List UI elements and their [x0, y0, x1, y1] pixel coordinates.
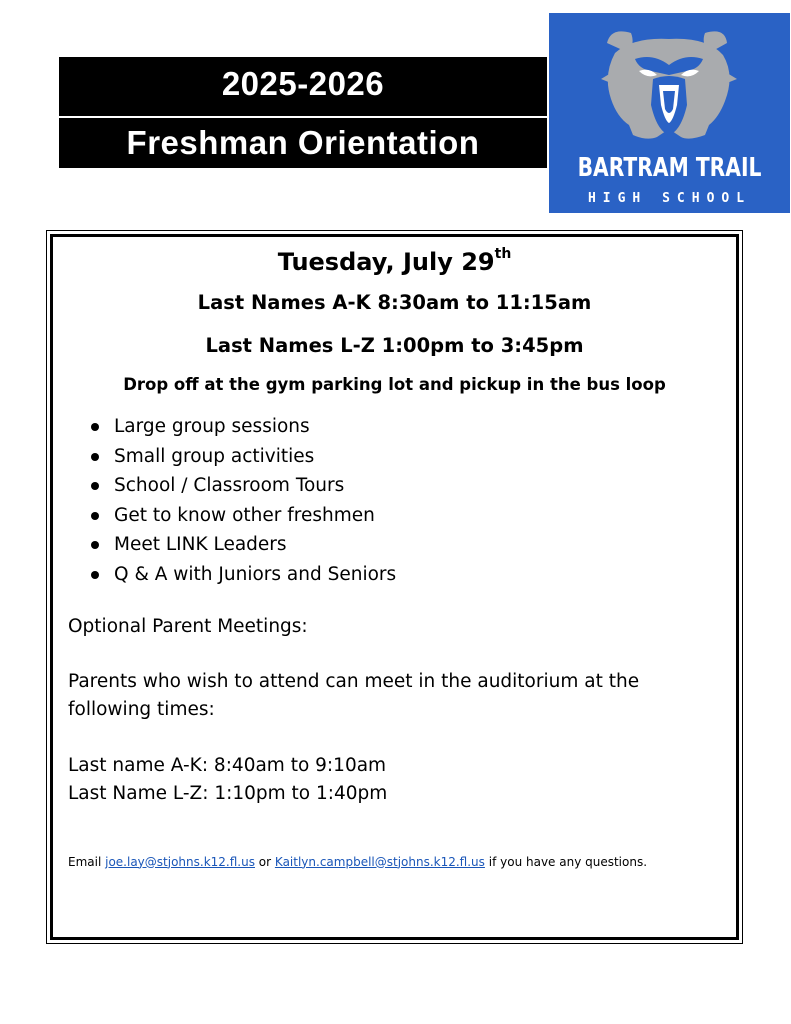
activity-label: Get to know other freshmen: [114, 504, 375, 526]
session-a-k: Last Names A-K 8:30am to 11:15am: [197, 291, 592, 314]
bullet-icon: [91, 423, 99, 431]
bullet-icon: [91, 541, 99, 549]
list-item: [91, 471, 721, 501]
event-date-suffix: th: [494, 246, 512, 262]
contact-joiner: or: [258, 854, 272, 869]
contact-line: [68, 855, 721, 869]
contact-suffix: if you have any questions.: [488, 854, 648, 869]
list-item: [91, 412, 721, 442]
list-item: [91, 442, 721, 472]
activity-label: Small group activities: [114, 445, 315, 467]
dropoff-note: Drop off at the gym parking lot and pickup in the bus loop: [123, 375, 666, 394]
list-item: [91, 530, 721, 560]
activity-label: School / Classroom Tours: [114, 475, 345, 497]
bullet-icon: [91, 453, 99, 461]
email-link-joe-lay[interactable]: joe.lay@stjohns.k12.fl.us: [105, 854, 255, 869]
parent-time-l-z: Last Name L-Z: 1:10pm to 1:40pm: [68, 782, 388, 804]
bullet-icon: [91, 482, 99, 490]
session-l-z: Last Names L-Z 1:00pm to 3:45pm: [205, 334, 584, 357]
school-logo: [549, 13, 790, 213]
list-item: [91, 560, 721, 590]
activity-list: [68, 412, 721, 590]
logo-school-subtitle: HIGH SCHOOL: [587, 191, 752, 206]
bullet-icon: [91, 571, 99, 579]
logo-school-name: BARTRAM TRAIL: [577, 153, 762, 183]
title-heading: Freshman Orientation: [59, 118, 547, 168]
activity-label: Meet LINK Leaders: [114, 534, 287, 556]
contact-prefix: Email: [68, 854, 102, 869]
event-date-text: Tuesday, July 29: [277, 248, 495, 276]
activity-label: Q & A with Juniors and Seniors: [114, 563, 397, 585]
activity-label: Large group sessions: [114, 416, 310, 437]
list-item: [91, 501, 721, 531]
parent-meetings-heading: Optional Parent Meetings:: [68, 615, 308, 637]
title-year: 2025-2026: [59, 57, 547, 116]
bullet-icon: [91, 512, 99, 520]
bear-head-icon: [549, 13, 790, 213]
info-box-border: [50, 234, 739, 940]
title-block: [59, 57, 547, 168]
parent-time-a-k: Last name A-K: 8:40am to 9:10am: [68, 754, 387, 776]
email-link-kaitlyn-campbell[interactable]: Kaitlyn.campbell@stjohns.k12.fl.us: [274, 854, 485, 869]
info-content: [68, 237, 721, 869]
info-box: [46, 230, 743, 944]
event-date: [68, 248, 721, 276]
parent-meetings-description: Parents who wish to attend can meet in the auditorium at the following times:: [68, 670, 640, 720]
